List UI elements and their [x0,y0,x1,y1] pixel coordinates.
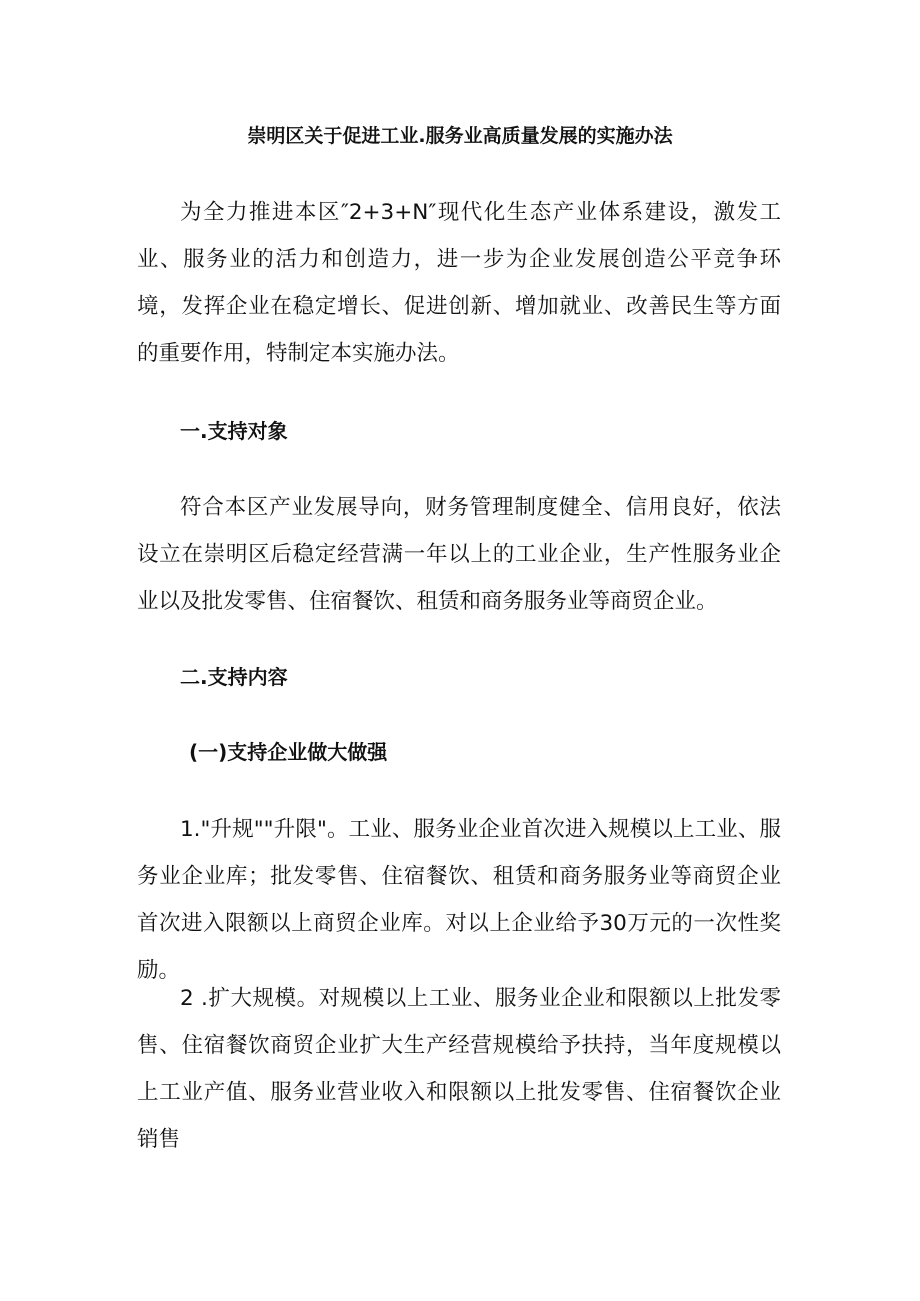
intro-paragraph: 为全力推进本区″2+3+N″现代化生态产业体系建设，激发工业、服务业的活力和创造力，进一步为企业发展创造公平竞争环境，发挥企业在稳定增长、促进创新、增加就业、改善民生等方面的重要作用，特制定本实施办法。 [137,200,781,366]
support-target-paragraph: 符合本区产业发展导向，财务管理制度健全、信用良好，依法设立在崇明区后稳定经营满一年以上的工业企业，生产性服务业企业以及批发零售、住宿餐饮、租赁和商务服务业等商贸企业。 [137,495,781,614]
section-heading-support-content: 二.支持内容 [180,665,288,689]
subsection-heading-grow-enterprises: (一)支持企业做大做强 [189,740,388,764]
document-title: 崇明区关于促进工业.服务业高质量发展的实施办法 [247,125,673,147]
list-item-upgrade-scale: 1."升规""升限"。工业、服务业企业首次进入规模以上工业、服务业企业库；批发零售、住宿餐饮、租赁和商务服务业等商贸企业首次进入限额以上商贸企业库。对以上企业给予30万元的一次性奖励。 [137,817,781,983]
list-item-expand-scale: 2 .扩大规模。对规模以上工业、服务业企业和限额以上批发零售、住宿餐饮商贸企业扩大生产经营规模给予扶持，当年度规模以上工业产值、服务业营业收入和限额以上批发零售、住宿餐饮企业销售 [137,986,781,1152]
section-heading-support-target: 一.支持对象 [180,419,288,443]
